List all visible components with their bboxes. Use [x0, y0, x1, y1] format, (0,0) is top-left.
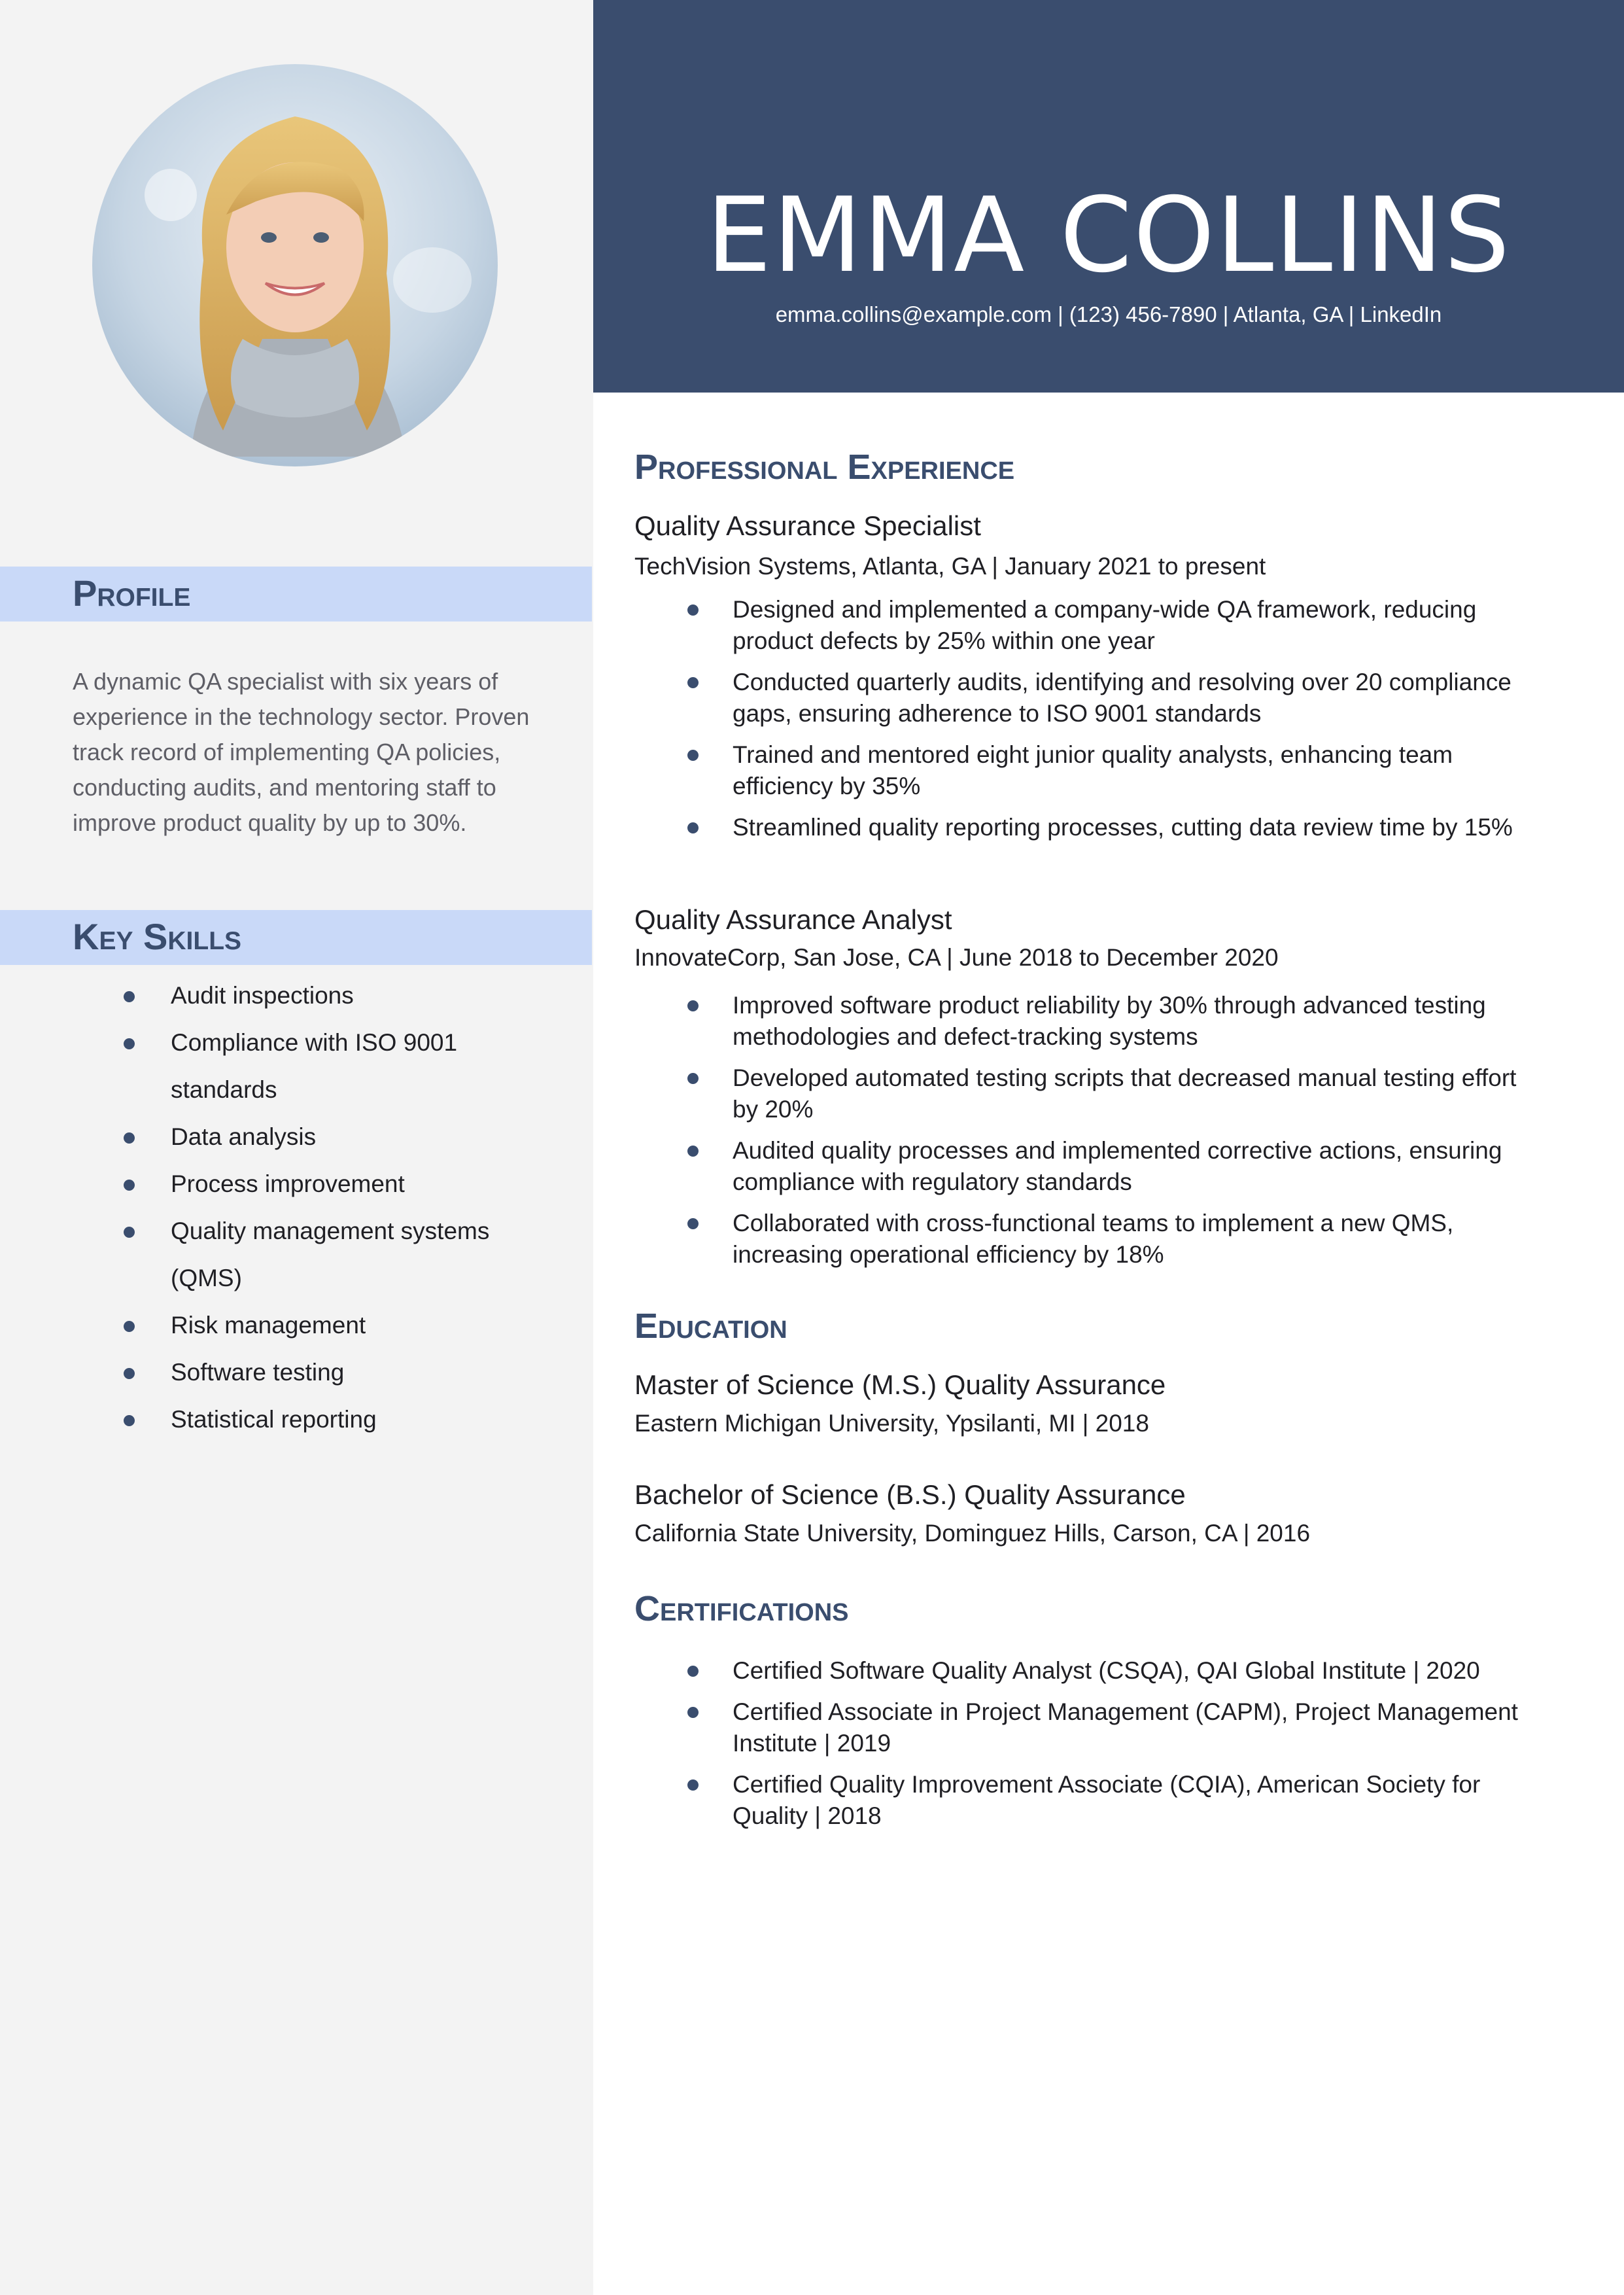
job-meta: TechVision Systems, Atlanta, GA | January 2021 to present: [634, 553, 1266, 580]
education-heading: Education: [634, 1306, 787, 1346]
bullet-icon: [687, 1000, 699, 1011]
profile-photo: [92, 64, 498, 466]
job-title: Quality Assurance Analyst: [634, 904, 952, 935]
bullet-icon: [124, 1132, 135, 1144]
skill-item: Risk management: [0, 1302, 592, 1349]
bullet-icon: [687, 1073, 699, 1084]
skill-item: Data analysis: [0, 1113, 592, 1161]
list-item: Certified Software Quality Analyst (CSQA), QAI Global Institute | 2020: [634, 1655, 1537, 1687]
bullet-icon: [687, 1218, 699, 1229]
resume-header: [593, 0, 1624, 393]
sidebar: [0, 0, 593, 2295]
job-meta: InnovateCorp, San Jose, CA | June 2018 to December 2020: [634, 944, 1279, 971]
bullet-icon: [687, 1146, 699, 1157]
bullet-icon: [124, 991, 135, 1002]
degree-meta: California State University, Dominguez Hills, Carson, CA | 2016: [634, 1520, 1311, 1547]
skill-item: Audit inspections: [0, 972, 592, 1019]
job-bullets: [634, 594, 1537, 853]
list-item: Developed automated testing scripts that decreased manual testing effort by 20%: [634, 1062, 1537, 1125]
skill-item: Compliance with ISO 9001 standards: [0, 1019, 592, 1113]
skills-list: [0, 972, 592, 1443]
bullet-icon: [687, 750, 699, 761]
list-item: Conducted quarterly audits, identifying and resolving over 20 compliance gaps, ensuring adherence to ISO 9001 standards: [634, 667, 1537, 729]
bullet-icon: [687, 1707, 699, 1718]
skill-item: Software testing: [0, 1349, 592, 1396]
job-title: Quality Assurance Specialist: [634, 510, 981, 541]
list-item: Audited quality processes and implemented corrective actions, ensuring compliance with regulatory standards: [634, 1135, 1537, 1198]
bullet-icon: [124, 1038, 135, 1049]
bullet-icon: [687, 604, 699, 616]
list-item: Certified Quality Improvement Associate (CQIA), American Society for Quality | 2018: [634, 1769, 1537, 1832]
bullet-icon: [687, 1666, 699, 1677]
degree-meta: Eastern Michigan University, Ypsilanti, MI | 2018: [634, 1410, 1149, 1437]
certifications-heading: Certifications: [634, 1589, 849, 1628]
degree-title: Master of Science (M.S.) Quality Assurance: [634, 1369, 1166, 1400]
bullet-icon: [124, 1321, 135, 1332]
certifications-list: [634, 1655, 1537, 1842]
bullet-icon: [124, 1368, 135, 1379]
list-item: Streamlined quality reporting processes, cutting data review time by 15%: [634, 812, 1537, 843]
candidate-name: EMMA COLLINS: [706, 175, 1512, 296]
bullet-icon: [124, 1227, 135, 1238]
profile-heading: Profile: [0, 567, 592, 622]
list-item: Certified Associate in Project Management (CAPM), Project Management Institute | 2019: [634, 1696, 1537, 1759]
skill-item: Quality management systems (QMS): [0, 1208, 592, 1302]
skills-heading: Key Skills: [0, 910, 592, 965]
bullet-icon: [124, 1180, 135, 1191]
profile-summary: A dynamic QA specialist with six years of experience in the technology sector. Proven track record of implementing QA policies, conducting audits, and mentoring staff to improve product quality by up to 30%.: [73, 668, 530, 836]
bullet-icon: [687, 677, 699, 688]
degree-title: Bachelor of Science (B.S.) Quality Assurance: [634, 1479, 1186, 1510]
bullet-icon: [687, 1779, 699, 1791]
bullet-icon: [124, 1415, 135, 1426]
bullet-icon: [687, 822, 699, 833]
list-item: Collaborated with cross-functional teams to implement a new QMS, increasing operational efficiency by 18%: [634, 1208, 1537, 1270]
list-item: Improved software product reliability by 30% through advanced testing methodologies and defect-tracking systems: [634, 990, 1537, 1053]
list-item: Trained and mentored eight junior quality analysts, enhancing team efficiency by 35%: [634, 739, 1537, 802]
list-item: Designed and implemented a company-wide QA framework, reducing product defects by 25% within one year: [634, 594, 1537, 657]
skill-item: Process improvement: [0, 1161, 592, 1208]
experience-heading: Professional Experience: [634, 447, 1015, 487]
job-bullets: [634, 990, 1537, 1280]
skill-item: Statistical reporting: [0, 1396, 592, 1443]
contact-line: emma.collins@example.com | (123) 456-7890 | Atlanta, GA | LinkedIn: [775, 302, 1442, 326]
